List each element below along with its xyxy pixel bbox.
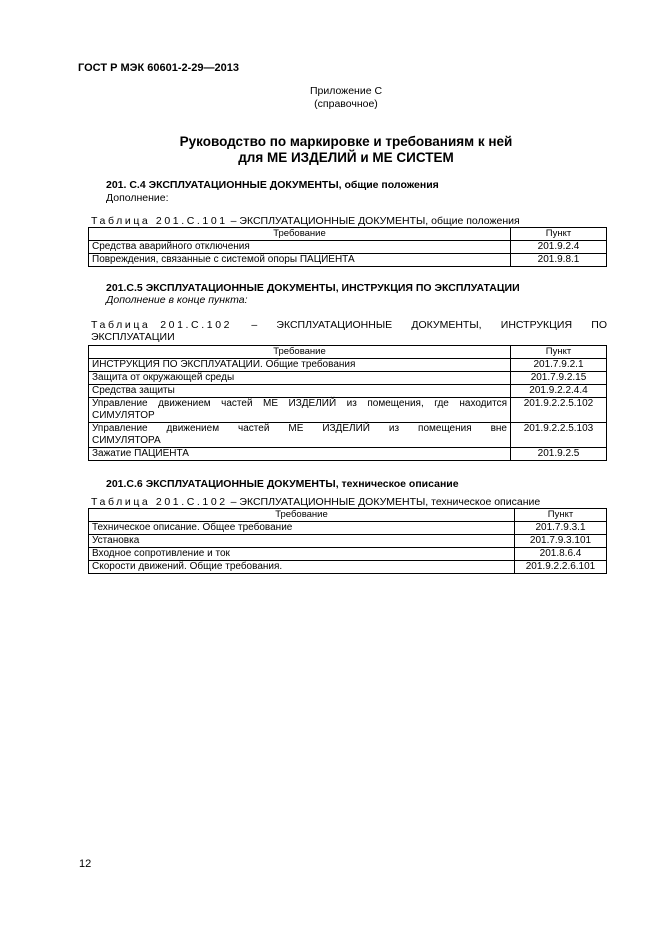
cell-requirement: Техническое описание. Общее требование (89, 522, 515, 535)
cell-item: 201.9.2.2.5.102 (511, 398, 607, 423)
table-title: – ЭКСПЛУАТАЦИОННЫЕ ДОКУМЕНТЫ, техническое описание (227, 496, 541, 508)
cell-requirement: Повреждения, связанные с системой опоры ПАЦИЕНТА (89, 254, 511, 267)
cell-item: 201.9.2.2.4.4 (511, 385, 607, 398)
column-header-requirement: Требование (89, 228, 511, 241)
table-row (89, 522, 607, 535)
cell-item: 201.9.2.2.5.103 (511, 423, 607, 448)
section-heading: 201. С.4 ЭКСПЛУАТАЦИОННЫЕ ДОКУМЕНТЫ, общие положения (106, 179, 439, 191)
table-row (89, 385, 607, 398)
cell-requirement: Управление движением частей МЕ ИЗДЕЛИЙ из помещения, где находится СИМУЛЯТОР (89, 398, 511, 423)
table-header-row (89, 346, 607, 359)
table-title: – ЭКСПЛУАТАЦИОННЫЕ ДОКУМЕНТЫ, ИНСТРУКЦИЯ ПО ЭКСПЛУАТАЦИИ (91, 319, 607, 343)
cell-requirement: Скорости движений. Общие требования. (89, 561, 515, 574)
column-header-item: Пункт (515, 509, 607, 522)
cell-requirement: Зажатие ПАЦИЕНТА (89, 448, 511, 461)
table-caption (91, 319, 607, 343)
table-caption (91, 215, 607, 227)
cell-requirement: Входное сопротивление и ток (89, 548, 515, 561)
table-caption (91, 496, 607, 508)
table-header-row (89, 228, 607, 241)
section-heading: 201.С.5 ЭКСПЛУАТАЦИОННЫЕ ДОКУМЕНТЫ, ИНСТРУКЦИЯ ПО ЭКСПЛУАТАЦИИ (106, 282, 520, 294)
column-header-item: Пункт (511, 346, 607, 359)
section-note: Дополнение в конце пункта: (106, 294, 248, 306)
table-instructions (88, 345, 607, 461)
section-note: Дополнение: (106, 192, 169, 204)
cell-requirement: Установка (89, 535, 515, 548)
table-row (89, 548, 607, 561)
table-technical (88, 508, 607, 574)
table-number: Таблица 201.С.102 (91, 319, 233, 331)
appendix-type: (справочное) (314, 98, 378, 110)
appendix-label: Приложение С (309, 85, 383, 97)
cell-item: 201.8.6.4 (515, 548, 607, 561)
column-header-requirement: Требование (89, 346, 511, 359)
cell-requirement: Защита от окружающей среды (89, 372, 511, 385)
column-header-item: Пункт (511, 228, 607, 241)
table-number: Таблица 201.С.101 (91, 215, 228, 227)
column-header-requirement: Требование (89, 509, 515, 522)
table-title: – ЭКСПЛУАТАЦИОННЫЕ ДОКУМЕНТЫ, общие положения (227, 215, 520, 227)
table-row (89, 448, 607, 461)
table-row (89, 359, 607, 372)
table-row (89, 372, 607, 385)
table-general (88, 227, 607, 267)
cell-item: 201.7.9.3.101 (515, 535, 607, 548)
table-row (89, 535, 607, 548)
cell-item: 201.9.8.1 (511, 254, 607, 267)
table-row (89, 423, 607, 448)
table-row (89, 561, 607, 574)
table-row (89, 241, 607, 254)
cell-item: 201.7.9.2.1 (511, 359, 607, 372)
document-header: ГОСТ Р МЭК 60601-2-29—2013 (78, 62, 239, 74)
table-number: Таблица 201.С.102 (91, 496, 228, 508)
page-number: 12 (79, 858, 92, 870)
cell-item: 201.9.2.4 (511, 241, 607, 254)
table-row (89, 254, 607, 267)
cell-item: 201.7.9.3.1 (515, 522, 607, 535)
cell-requirement: Средства защиты (89, 385, 511, 398)
cell-requirement: Управление движением частей МЕ ИЗДЕЛИЙ из помещения вне СИМУЛЯТОРА (89, 423, 511, 448)
table-header-row (89, 509, 607, 522)
page-title-line1: Руководство по маркировке и требованиям к ней (179, 134, 513, 149)
cell-item: 201.9.2.5 (511, 448, 607, 461)
section-heading: 201.С.6 ЭКСПЛУАТАЦИОННЫЕ ДОКУМЕНТЫ, техническое описание (106, 478, 459, 490)
page-title-line2: для МЕ ИЗДЕЛИЙ и МЕ СИСТЕМ (238, 150, 454, 165)
cell-requirement: ИНСТРУКЦИЯ ПО ЭКСПЛУАТАЦИИ. Общие требования (89, 359, 511, 372)
cell-item: 201.9.2.2.6.101 (515, 561, 607, 574)
cell-requirement: Средства аварийного отключения (89, 241, 511, 254)
table-row (89, 398, 607, 423)
cell-item: 201.7.9.2.15 (511, 372, 607, 385)
